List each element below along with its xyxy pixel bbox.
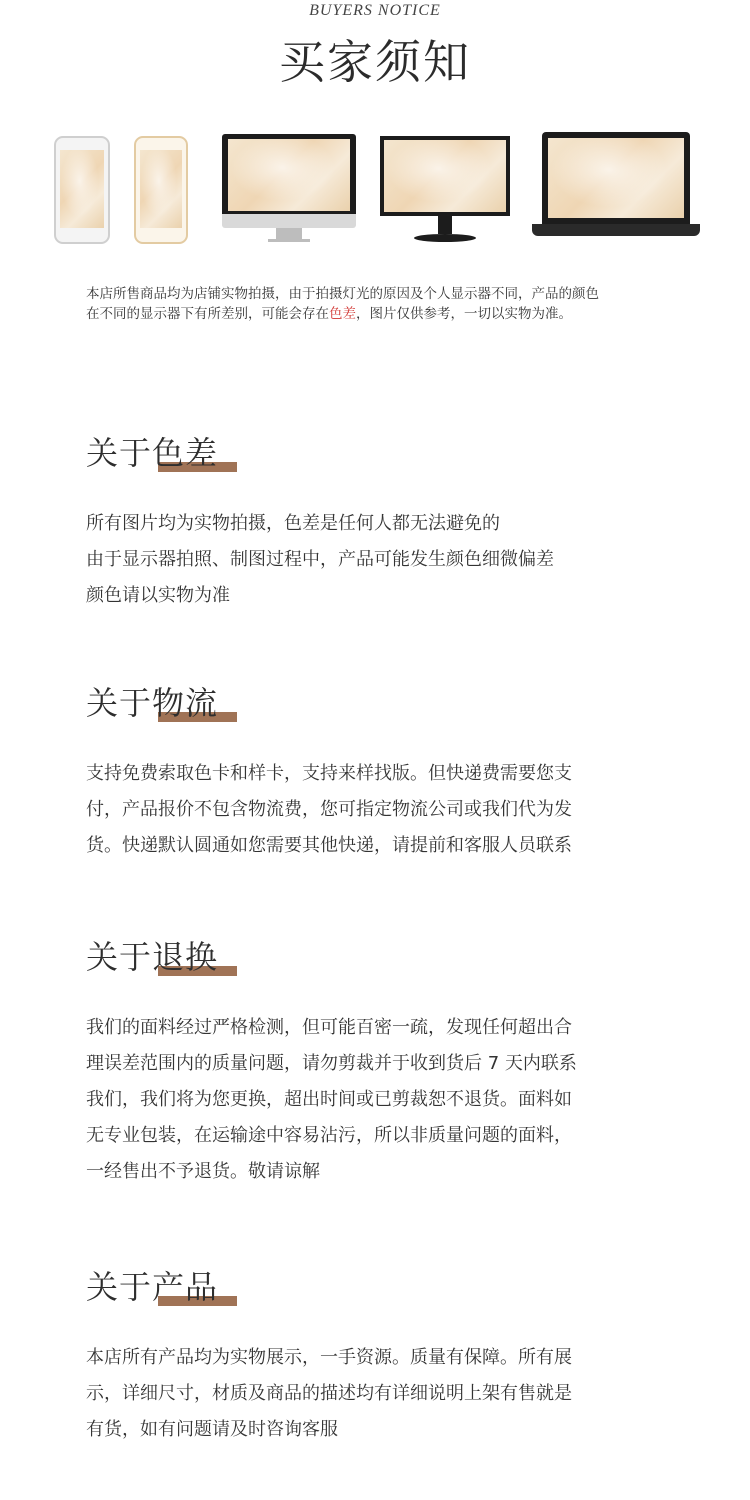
section-body-returns <box>86 1010 686 1190</box>
section-body-logistics <box>86 756 686 864</box>
section-line: 无专业包装，在运输途中容易沾污，所以非质量问题的面料， <box>86 1125 572 1146</box>
notice-line-2-before: 在不同的显示器下有所差别，可能会存在 <box>86 306 329 322</box>
notice-line-1: 本店所售商品均为店铺实物拍摄，由于拍摄灯光的原因及个人显示器不同，产品的颜色 <box>86 286 599 302</box>
device-row <box>0 128 750 253</box>
section-title-returns: 关于退换 <box>86 938 219 976</box>
notice-paragraph <box>86 284 676 324</box>
section-body-color-difference <box>86 506 686 614</box>
section-line: 由于显示器拍照、制图过程中，产品可能发生颜色细微偏差 <box>86 549 554 570</box>
laptop-icon <box>532 132 700 242</box>
page-title: 买家须知 <box>279 35 471 89</box>
notice-line-2-after: ，图片仅供参考，一切以实物为准。 <box>356 306 572 322</box>
section-line: 有货，如有问题请及时咨询客服 <box>86 1419 338 1440</box>
section-line: 我们的面料经过严格检测，但可能百密一疏，发现任何超出合 <box>86 1017 572 1038</box>
imac-icon <box>222 134 356 244</box>
section-line: 所有图片均为实物拍摄，色差是任何人都无法避免的 <box>86 513 500 534</box>
section-line: 本店所有产品均为实物展示，一手资源。质量有保障。所有展 <box>86 1347 572 1368</box>
section-line: 理误差范围内的质量问题，请勿剪裁并于收到货后 7 天内联系 <box>86 1053 577 1074</box>
section-line: 颜色请以实物为准 <box>86 585 230 606</box>
section-line: 一经售出不予退货。敬请谅解 <box>86 1161 320 1182</box>
section-line: 示，详细尺寸，材质及商品的描述均有详细说明上架有售就是 <box>86 1383 572 1404</box>
notice-highlight: 色差 <box>329 306 356 322</box>
section-title-logistics: 关于物流 <box>86 684 219 722</box>
section-title-color-difference: 关于色差 <box>86 434 219 472</box>
english-title: BUYERS NOTICE <box>309 2 441 19</box>
monitor-icon <box>380 136 510 244</box>
section-line: 支持免费索取色卡和样卡，支持来样找版。但快递费需要您支 <box>86 763 572 784</box>
section-line: 付，产品报价不包含物流费，您可指定物流公司或我们代为发 <box>86 799 572 820</box>
phone-white-icon <box>54 136 110 244</box>
section-line: 货。快递默认圆通如您需要其他快递，请提前和客服人员联系 <box>86 835 572 856</box>
section-title-products: 关于产品 <box>86 1268 219 1306</box>
section-body-products <box>86 1340 686 1448</box>
phone-gold-icon <box>134 136 188 244</box>
notice-line-2 <box>86 304 676 324</box>
section-line: 我们，我们将为您更换，超出时间或已剪裁恕不退货。面料如 <box>86 1089 572 1110</box>
